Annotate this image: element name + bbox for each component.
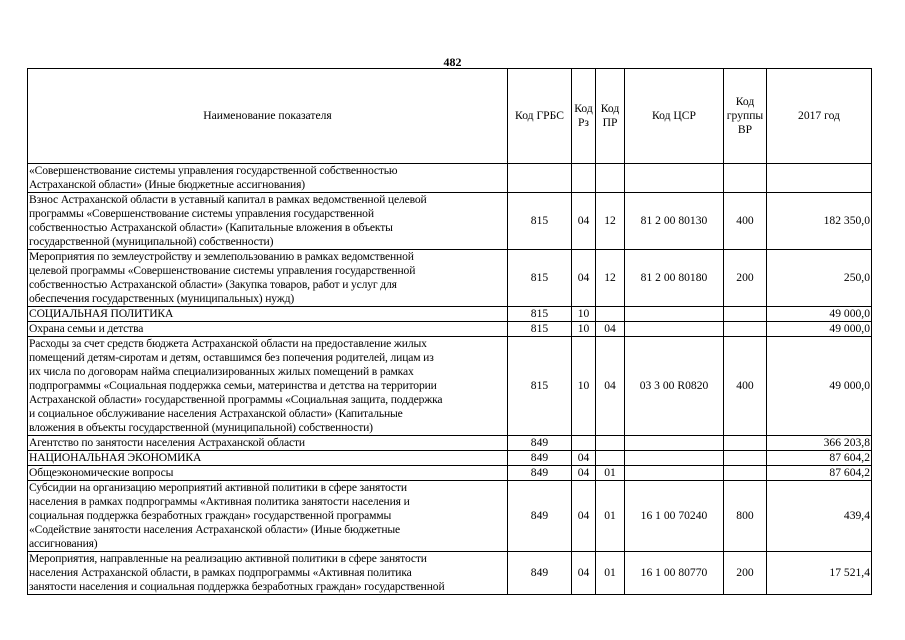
row-grbs-code: 849 xyxy=(508,436,572,451)
row-csr-code: 81 2 00 80180 xyxy=(625,250,724,307)
row-vr-code: 800 xyxy=(724,481,767,552)
table-row xyxy=(28,193,872,250)
row-csr-code xyxy=(625,164,724,193)
row-grbs-code: 849 xyxy=(508,552,572,595)
row-name: НАЦИОНАЛЬНАЯ ЭКОНОМИКА xyxy=(28,451,508,466)
row-vr-code xyxy=(724,307,767,322)
row-name: Агентство по занятости населения Астраханской области xyxy=(28,436,508,451)
row-amount-2017: 49 000,0 xyxy=(767,307,872,322)
row-name: Общеэкономические вопросы xyxy=(28,466,508,481)
row-csr-code xyxy=(625,466,724,481)
row-amount-2017: 87 604,2 xyxy=(767,451,872,466)
row-rz-code xyxy=(572,164,596,193)
row-amount-2017: 366 203,8 xyxy=(767,436,872,451)
row-amount-2017: 17 521,4 xyxy=(767,552,872,595)
table-row xyxy=(28,466,872,481)
row-csr-code xyxy=(625,436,724,451)
row-rz-code: 04 xyxy=(572,451,596,466)
row-csr-code: 16 1 00 80770 xyxy=(625,552,724,595)
row-csr-code: 81 2 00 80130 xyxy=(625,193,724,250)
table-row xyxy=(28,451,872,466)
table-header-row xyxy=(28,69,872,164)
header-year-2017: 2017 год xyxy=(767,69,872,164)
row-grbs-code xyxy=(508,164,572,193)
row-csr-code: 03 3 00 R0820 xyxy=(625,337,724,436)
table-body xyxy=(28,164,872,595)
row-pr-code: 04 xyxy=(596,337,625,436)
row-amount-2017: 250,0 xyxy=(767,250,872,307)
row-csr-code xyxy=(625,451,724,466)
row-pr-code: 01 xyxy=(596,466,625,481)
row-rz-code: 10 xyxy=(572,322,596,337)
row-vr-code: 200 xyxy=(724,552,767,595)
header-grbs-code: Код ГРБС xyxy=(508,69,572,164)
row-pr-code: 12 xyxy=(596,250,625,307)
row-grbs-code: 849 xyxy=(508,451,572,466)
row-grbs-code: 815 xyxy=(508,250,572,307)
row-pr-code: 12 xyxy=(596,193,625,250)
header-rz-code: Код Рз xyxy=(572,69,596,164)
row-pr-code xyxy=(596,307,625,322)
row-grbs-code: 815 xyxy=(508,193,572,250)
row-amount-2017: 49 000,0 xyxy=(767,322,872,337)
row-vr-code: 400 xyxy=(724,193,767,250)
table-row xyxy=(28,164,872,193)
table-row xyxy=(28,436,872,451)
row-amount-2017: 87 604,2 xyxy=(767,466,872,481)
row-vr-code xyxy=(724,322,767,337)
row-csr-code: 16 1 00 70240 xyxy=(625,481,724,552)
row-name: Субсидии на организацию мероприятий активной политики в сфере занятости населения в рамках подпрограммы «Активная политика занятости населения и социальная поддержка безработных граждан» государственной программы «Содействие занятости населения Астраханской области» (Иные бюджетные ассигнования) xyxy=(28,481,508,552)
row-pr-code xyxy=(596,164,625,193)
row-pr-code: 01 xyxy=(596,481,625,552)
row-rz-code: 04 xyxy=(572,250,596,307)
row-rz-code xyxy=(572,436,596,451)
row-amount-2017: 49 000,0 xyxy=(767,337,872,436)
row-vr-code xyxy=(724,451,767,466)
page-number: 482 xyxy=(443,55,462,69)
budget-table xyxy=(27,68,872,595)
row-grbs-code: 849 xyxy=(508,466,572,481)
table-row xyxy=(28,552,872,595)
row-amount-2017: 182 350,0 xyxy=(767,193,872,250)
row-grbs-code: 815 xyxy=(508,322,572,337)
row-csr-code xyxy=(625,322,724,337)
row-vr-code xyxy=(724,164,767,193)
table-row xyxy=(28,481,872,552)
table-row xyxy=(28,307,872,322)
row-rz-code: 04 xyxy=(572,552,596,595)
row-rz-code: 10 xyxy=(572,337,596,436)
row-rz-code: 04 xyxy=(572,193,596,250)
row-grbs-code: 849 xyxy=(508,481,572,552)
row-amount-2017 xyxy=(767,164,872,193)
table-row xyxy=(28,322,872,337)
row-rz-code: 04 xyxy=(572,481,596,552)
row-vr-code xyxy=(724,436,767,451)
table-row xyxy=(28,337,872,436)
row-name: Взнос Астраханской области в уставный капитал в рамках ведомственной целевой программы «Совершенствование системы управления государственной собственностью Астраханской области» (Капитальные вложения в объекты государственной (муниципальной) собственности) xyxy=(28,193,508,250)
row-pr-code xyxy=(596,436,625,451)
row-rz-code: 10 xyxy=(572,307,596,322)
row-rz-code: 04 xyxy=(572,466,596,481)
row-name: Расходы за счет средств бюджета Астраханской области на предоставление жилых помещений детям-сиротам и детям, оставшимся без попечения родителей, лицам из их числа по договорам найма специализированных жилых помещений в рамках подпрограммы «Социальная поддержка семьи, материнства и детства на территории Астраханской области» государственной программы «Социальная защита, поддержка и социальное обслуживание населения Астраханской области» (Капитальные вложения в объекты государственной (муниципальной) собственности) xyxy=(28,337,508,436)
row-name: Мероприятия, направленные на реализацию активной политики в сфере занятости населения Астраханской области, в рамках подпрограммы «Активная политика занятости населения и социальная поддержка безработных граждан» государственной xyxy=(28,552,508,595)
header-indicator-name: Наименование показателя xyxy=(28,69,508,164)
row-pr-code xyxy=(596,451,625,466)
row-pr-code: 04 xyxy=(596,322,625,337)
row-name: СОЦИАЛЬНАЯ ПОЛИТИКА xyxy=(28,307,508,322)
table-row xyxy=(28,250,872,307)
row-pr-code: 01 xyxy=(596,552,625,595)
row-grbs-code: 815 xyxy=(508,307,572,322)
row-vr-code: 400 xyxy=(724,337,767,436)
row-vr-code xyxy=(724,466,767,481)
header-pr-code: Код ПР xyxy=(596,69,625,164)
row-name: Охрана семьи и детства xyxy=(28,322,508,337)
row-csr-code xyxy=(625,307,724,322)
header-csr-code: Код ЦСР xyxy=(625,69,724,164)
row-name: Мероприятия по землеустройству и землепользованию в рамках ведомственной целевой программы «Совершенствование системы управления государственной собственностью Астраханской области» (Закупка товаров, работ и услуг для обеспечения государственных (муниципальных) нужд) xyxy=(28,250,508,307)
header-vr-group-code: Код группы ВР xyxy=(724,69,767,164)
row-grbs-code: 815 xyxy=(508,337,572,436)
row-vr-code: 200 xyxy=(724,250,767,307)
row-name: «Совершенствование системы управления государственной собственностью Астраханской области» (Иные бюджетные ассигнования) xyxy=(28,164,508,193)
row-amount-2017: 439,4 xyxy=(767,481,872,552)
